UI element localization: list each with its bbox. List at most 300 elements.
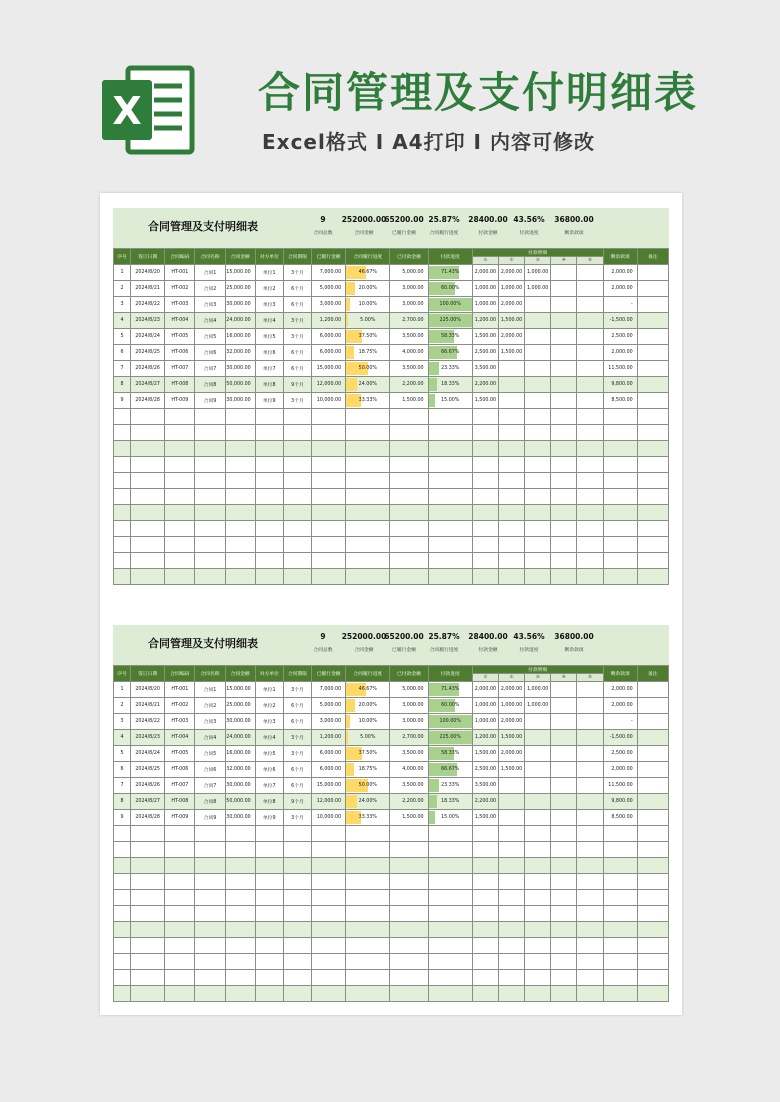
sign-date[interactable]: 2024/8/21 [131, 281, 165, 297]
note[interactable] [637, 345, 668, 361]
payment-installment[interactable] [525, 938, 551, 954]
payment-installment[interactable] [577, 970, 603, 986]
sign-date[interactable] [131, 922, 165, 938]
contract-amount[interactable]: 30,000.00 [225, 810, 255, 826]
paid-amount[interactable]: 3,000.00 [390, 698, 428, 714]
note[interactable] [637, 377, 668, 393]
performance-progress[interactable] [346, 682, 390, 698]
payment-installment[interactable]: 1,000.00 [498, 281, 524, 297]
payment-installment[interactable] [577, 281, 603, 297]
contract-term[interactable] [283, 938, 311, 954]
paid-amount[interactable]: 2,200.00 [390, 377, 428, 393]
payment-installment[interactable] [498, 906, 524, 922]
contract-code[interactable]: HT-002 [165, 698, 195, 714]
payment-installment[interactable] [472, 890, 498, 906]
paid-amount[interactable] [390, 425, 428, 441]
performed-amount[interactable] [312, 922, 346, 938]
performed-amount[interactable] [312, 986, 346, 1002]
sign-date[interactable]: 2024/8/24 [131, 329, 165, 345]
counterparty[interactable]: 单位6 [255, 762, 283, 778]
payment-installment[interactable] [472, 906, 498, 922]
payment-installment-header[interactable]: ① [472, 257, 498, 265]
sign-date[interactable] [131, 457, 165, 473]
row-number[interactable]: 4 [114, 313, 131, 329]
contract-term[interactable] [283, 954, 311, 970]
contract-code[interactable] [165, 842, 195, 858]
payment-installment[interactable] [551, 778, 577, 794]
payment-installment[interactable] [551, 810, 577, 826]
payment-installment[interactable] [577, 521, 603, 537]
payment-installment[interactable] [551, 521, 577, 537]
counterparty[interactable] [255, 521, 283, 537]
contract-term[interactable]: 6个月 [283, 698, 311, 714]
remaining-amount[interactable] [603, 970, 637, 986]
counterparty[interactable] [255, 826, 283, 842]
counterparty[interactable] [255, 537, 283, 553]
payment-installment[interactable] [577, 313, 603, 329]
payment-installment[interactable] [551, 489, 577, 505]
column-header[interactable]: 付款进度 [428, 666, 472, 682]
payment-progress[interactable] [428, 794, 472, 810]
payment-progress[interactable] [428, 698, 472, 714]
payment-installment[interactable] [472, 409, 498, 425]
row-number[interactable] [114, 553, 131, 569]
payment-installment[interactable] [577, 938, 603, 954]
contract-code[interactable]: HT-002 [165, 281, 195, 297]
payment-installment[interactable]: 2,000.00 [472, 265, 498, 281]
remaining-amount[interactable] [603, 505, 637, 521]
payment-installment[interactable]: 2,500.00 [472, 345, 498, 361]
column-header[interactable]: 剩余款项 [603, 666, 637, 682]
performed-amount[interactable]: 15,000.00 [312, 778, 346, 794]
payment-installment[interactable] [577, 553, 603, 569]
remaining-amount[interactable] [603, 890, 637, 906]
payment-installment[interactable]: 1,000.00 [525, 265, 551, 281]
remaining-amount[interactable]: 8,500.00 [603, 393, 637, 409]
row-number[interactable] [114, 906, 131, 922]
note[interactable] [637, 329, 668, 345]
contract-name[interactable] [195, 938, 225, 954]
remaining-amount[interactable]: 2,000.00 [603, 682, 637, 698]
payment-progress[interactable] [428, 954, 472, 970]
payment-installment-header[interactable]: ② [498, 674, 524, 682]
performed-amount[interactable] [312, 874, 346, 890]
row-number[interactable] [114, 874, 131, 890]
payment-installment[interactable] [551, 265, 577, 281]
contract-name[interactable] [195, 521, 225, 537]
performance-progress[interactable] [346, 361, 390, 377]
contract-term[interactable]: 6个月 [283, 345, 311, 361]
sign-date[interactable]: 2024/8/23 [131, 730, 165, 746]
column-header[interactable]: 付款进度 [428, 249, 472, 265]
counterparty[interactable]: 单位9 [255, 393, 283, 409]
remaining-amount[interactable] [603, 874, 637, 890]
note[interactable] [637, 698, 668, 714]
sign-date[interactable]: 2024/8/28 [131, 810, 165, 826]
contract-term[interactable] [283, 922, 311, 938]
sign-date[interactable]: 2024/8/20 [131, 682, 165, 698]
contract-name[interactable] [195, 441, 225, 457]
payment-installment[interactable] [551, 714, 577, 730]
contract-amount[interactable] [225, 890, 255, 906]
payment-installment[interactable] [498, 409, 524, 425]
performed-amount[interactable] [312, 409, 346, 425]
note[interactable] [637, 970, 668, 986]
note[interactable] [637, 281, 668, 297]
payment-installment[interactable] [525, 906, 551, 922]
contract-amount[interactable] [225, 409, 255, 425]
payment-installment[interactable]: 2,000.00 [498, 297, 524, 313]
contract-name[interactable]: 合同9 [195, 393, 225, 409]
paid-amount[interactable]: 3,000.00 [390, 297, 428, 313]
contract-amount[interactable]: 32,000.00 [225, 762, 255, 778]
paid-amount[interactable] [390, 954, 428, 970]
column-header[interactable]: 合同编码 [165, 249, 195, 265]
contract-amount[interactable]: 30,000.00 [225, 297, 255, 313]
performance-progress[interactable] [346, 890, 390, 906]
counterparty[interactable] [255, 970, 283, 986]
contract-amount[interactable]: 30,000.00 [225, 778, 255, 794]
payment-installment[interactable]: 1,000.00 [472, 714, 498, 730]
payment-installment[interactable] [551, 569, 577, 585]
note[interactable] [637, 874, 668, 890]
contract-amount[interactable] [225, 858, 255, 874]
note[interactable] [637, 730, 668, 746]
remaining-amount[interactable]: 2,000.00 [603, 698, 637, 714]
payment-progress[interactable] [428, 986, 472, 1002]
payment-installment[interactable] [498, 505, 524, 521]
note[interactable] [637, 361, 668, 377]
counterparty[interactable] [255, 922, 283, 938]
performed-amount[interactable] [312, 858, 346, 874]
payment-installment[interactable] [577, 457, 603, 473]
counterparty[interactable] [255, 842, 283, 858]
contract-name[interactable] [195, 505, 225, 521]
contract-code[interactable] [165, 569, 195, 585]
contract-name[interactable] [195, 874, 225, 890]
performance-progress[interactable] [346, 345, 390, 361]
performance-progress[interactable] [346, 409, 390, 425]
payment-installment[interactable] [472, 922, 498, 938]
payment-progress[interactable] [428, 281, 472, 297]
contract-term[interactable] [283, 569, 311, 585]
payment-installment[interactable] [577, 489, 603, 505]
payment-installment[interactable] [525, 922, 551, 938]
contract-code[interactable] [165, 489, 195, 505]
contract-code[interactable]: HT-004 [165, 313, 195, 329]
performance-progress[interactable] [346, 441, 390, 457]
performance-progress[interactable] [346, 810, 390, 826]
paid-amount[interactable]: 3,000.00 [390, 714, 428, 730]
payment-progress[interactable] [428, 762, 472, 778]
payment-progress[interactable] [428, 457, 472, 473]
note[interactable] [637, 457, 668, 473]
payment-installment[interactable] [472, 521, 498, 537]
payment-progress[interactable] [428, 537, 472, 553]
performance-progress[interactable] [346, 553, 390, 569]
counterparty[interactable] [255, 473, 283, 489]
payment-installment[interactable] [551, 553, 577, 569]
remaining-amount[interactable]: 9,800.00 [603, 377, 637, 393]
payment-installment[interactable] [577, 986, 603, 1002]
sign-date[interactable]: 2024/8/27 [131, 377, 165, 393]
payment-installment[interactable] [577, 329, 603, 345]
contract-term[interactable]: 9个月 [283, 794, 311, 810]
payment-installment[interactable] [525, 361, 551, 377]
row-number[interactable] [114, 890, 131, 906]
payment-installment[interactable]: 2,200.00 [472, 377, 498, 393]
payment-installment[interactable]: 2,000.00 [498, 329, 524, 345]
contract-term[interactable] [283, 457, 311, 473]
payment-installment[interactable] [525, 377, 551, 393]
sign-date[interactable] [131, 858, 165, 874]
performed-amount[interactable]: 6,000.00 [312, 746, 346, 762]
counterparty[interactable]: 单位4 [255, 730, 283, 746]
payment-progress[interactable] [428, 746, 472, 762]
payment-progress[interactable] [428, 714, 472, 730]
sign-date[interactable] [131, 521, 165, 537]
contract-name[interactable]: 合同9 [195, 810, 225, 826]
note[interactable] [637, 265, 668, 281]
payment-installment[interactable]: 1,500.00 [498, 730, 524, 746]
column-header[interactable]: 对方单位 [255, 249, 283, 265]
performed-amount[interactable]: 6,000.00 [312, 345, 346, 361]
sign-date[interactable] [131, 553, 165, 569]
payment-installment[interactable] [525, 345, 551, 361]
payment-progress[interactable] [428, 553, 472, 569]
payment-installment-header[interactable]: ⑤ [577, 257, 603, 265]
contract-name[interactable] [195, 826, 225, 842]
counterparty[interactable]: 单位3 [255, 297, 283, 313]
payment-installment[interactable]: 2,200.00 [472, 794, 498, 810]
contract-code[interactable] [165, 890, 195, 906]
column-header[interactable]: 已履行金额 [312, 666, 346, 682]
payment-installment[interactable]: 1,500.00 [498, 762, 524, 778]
paid-amount[interactable]: 5,000.00 [390, 682, 428, 698]
payment-installment[interactable] [577, 698, 603, 714]
contract-code[interactable] [165, 874, 195, 890]
payment-installment[interactable]: 1,000.00 [525, 682, 551, 698]
contract-amount[interactable] [225, 826, 255, 842]
contract-code[interactable] [165, 858, 195, 874]
contract-name[interactable] [195, 489, 225, 505]
payment-installment[interactable] [551, 297, 577, 313]
remaining-amount[interactable] [603, 425, 637, 441]
contract-code[interactable] [165, 521, 195, 537]
counterparty[interactable] [255, 505, 283, 521]
contract-code[interactable]: HT-008 [165, 377, 195, 393]
contract-term[interactable] [283, 970, 311, 986]
contract-amount[interactable] [225, 986, 255, 1002]
counterparty[interactable] [255, 553, 283, 569]
counterparty[interactable]: 单位9 [255, 810, 283, 826]
payment-progress[interactable] [428, 297, 472, 313]
performed-amount[interactable]: 6,000.00 [312, 329, 346, 345]
performance-progress[interactable] [346, 537, 390, 553]
sign-date[interactable]: 2024/8/25 [131, 345, 165, 361]
column-header[interactable]: 序号 [114, 249, 131, 265]
counterparty[interactable]: 单位2 [255, 281, 283, 297]
column-header[interactable]: 合同履行进度 [346, 666, 390, 682]
payment-installment[interactable]: 2,000.00 [498, 265, 524, 281]
sign-date[interactable] [131, 970, 165, 986]
performed-amount[interactable] [312, 537, 346, 553]
remaining-amount[interactable]: 2,000.00 [603, 265, 637, 281]
performance-progress[interactable] [346, 457, 390, 473]
column-header[interactable]: 合同名称 [195, 249, 225, 265]
column-header[interactable]: 付款明细 [472, 249, 603, 257]
contract-name[interactable] [195, 858, 225, 874]
column-header[interactable]: 合同金额 [225, 249, 255, 265]
performance-progress[interactable] [346, 297, 390, 313]
payment-installment[interactable] [577, 441, 603, 457]
remaining-amount[interactable]: 11,500.00 [603, 778, 637, 794]
payment-installment[interactable]: 1,500.00 [472, 329, 498, 345]
row-number[interactable] [114, 858, 131, 874]
performed-amount[interactable] [312, 938, 346, 954]
payment-installment[interactable] [525, 730, 551, 746]
paid-amount[interactable]: 4,000.00 [390, 762, 428, 778]
remaining-amount[interactable]: -1,500.00 [603, 730, 637, 746]
contract-name[interactable]: 合同8 [195, 377, 225, 393]
contract-amount[interactable]: 16,000.00 [225, 746, 255, 762]
payment-progress[interactable] [428, 489, 472, 505]
paid-amount[interactable]: 3,500.00 [390, 746, 428, 762]
contract-name[interactable]: 合同4 [195, 313, 225, 329]
column-header[interactable]: 合同期限 [283, 666, 311, 682]
payment-installment[interactable] [498, 986, 524, 1002]
remaining-amount[interactable]: 11,500.00 [603, 361, 637, 377]
payment-installment[interactable] [525, 409, 551, 425]
contract-term[interactable] [283, 505, 311, 521]
payment-installment[interactable] [525, 890, 551, 906]
payment-installment[interactable] [498, 489, 524, 505]
performed-amount[interactable]: 1,200.00 [312, 313, 346, 329]
contract-term[interactable] [283, 473, 311, 489]
counterparty[interactable] [255, 425, 283, 441]
sign-date[interactable] [131, 954, 165, 970]
paid-amount[interactable]: 2,700.00 [390, 313, 428, 329]
contract-name[interactable]: 合同6 [195, 762, 225, 778]
payment-installment[interactable] [498, 954, 524, 970]
payment-installment[interactable] [577, 377, 603, 393]
contract-term[interactable] [283, 906, 311, 922]
payment-progress[interactable] [428, 826, 472, 842]
performed-amount[interactable]: 3,000.00 [312, 714, 346, 730]
performance-progress[interactable] [346, 778, 390, 794]
remaining-amount[interactable]: 2,500.00 [603, 746, 637, 762]
row-number[interactable]: 4 [114, 730, 131, 746]
payment-progress[interactable] [428, 569, 472, 585]
payment-installment[interactable] [498, 890, 524, 906]
paid-amount[interactable]: 1,500.00 [390, 810, 428, 826]
payment-installment[interactable] [498, 858, 524, 874]
paid-amount[interactable] [390, 569, 428, 585]
paid-amount[interactable] [390, 906, 428, 922]
performed-amount[interactable] [312, 553, 346, 569]
column-header[interactable]: 已付款金额 [390, 249, 428, 265]
contract-amount[interactable] [225, 505, 255, 521]
payment-installment[interactable] [525, 329, 551, 345]
contract-name[interactable]: 合同8 [195, 794, 225, 810]
payment-installment-header[interactable]: ② [498, 257, 524, 265]
payment-installment[interactable] [472, 505, 498, 521]
payment-installment[interactable] [577, 297, 603, 313]
paid-amount[interactable] [390, 858, 428, 874]
contract-term[interactable]: 3个月 [283, 393, 311, 409]
payment-progress[interactable] [428, 682, 472, 698]
payment-installment[interactable] [577, 730, 603, 746]
payment-progress[interactable] [428, 730, 472, 746]
remaining-amount[interactable] [603, 521, 637, 537]
payment-installment[interactable] [498, 569, 524, 585]
payment-installment-header[interactable]: ① [472, 674, 498, 682]
performance-progress[interactable] [346, 954, 390, 970]
payment-installment[interactable] [525, 986, 551, 1002]
row-number[interactable] [114, 521, 131, 537]
performance-progress[interactable] [346, 329, 390, 345]
payment-installment[interactable] [525, 954, 551, 970]
payment-installment[interactable] [472, 954, 498, 970]
performance-progress[interactable] [346, 730, 390, 746]
payment-installment[interactable]: 2,500.00 [472, 762, 498, 778]
payment-installment[interactable] [525, 521, 551, 537]
payment-installment[interactable] [577, 890, 603, 906]
payment-installment-header[interactable]: ④ [551, 257, 577, 265]
counterparty[interactable]: 单位8 [255, 794, 283, 810]
performed-amount[interactable] [312, 569, 346, 585]
contract-name[interactable]: 合同6 [195, 345, 225, 361]
contract-term[interactable]: 6个月 [283, 281, 311, 297]
column-header[interactable]: 合同履行进度 [346, 249, 390, 265]
contract-code[interactable] [165, 457, 195, 473]
contract-name[interactable]: 合同5 [195, 746, 225, 762]
contract-code[interactable] [165, 826, 195, 842]
contract-term[interactable]: 3个月 [283, 682, 311, 698]
note[interactable] [637, 313, 668, 329]
contract-name[interactable] [195, 922, 225, 938]
counterparty[interactable] [255, 569, 283, 585]
paid-amount[interactable]: 2,700.00 [390, 730, 428, 746]
performed-amount[interactable]: 10,000.00 [312, 810, 346, 826]
contract-name[interactable] [195, 906, 225, 922]
sign-date[interactable]: 2024/8/20 [131, 265, 165, 281]
performance-progress[interactable] [346, 313, 390, 329]
contract-code[interactable] [165, 986, 195, 1002]
performed-amount[interactable]: 12,000.00 [312, 377, 346, 393]
payment-installment[interactable] [577, 954, 603, 970]
remaining-amount[interactable]: 2,000.00 [603, 281, 637, 297]
performed-amount[interactable]: 5,000.00 [312, 698, 346, 714]
contract-term[interactable]: 3个月 [283, 810, 311, 826]
remaining-amount[interactable] [603, 409, 637, 425]
payment-installment[interactable] [577, 826, 603, 842]
payment-progress[interactable] [428, 313, 472, 329]
contract-name[interactable] [195, 537, 225, 553]
contract-code[interactable]: HT-007 [165, 361, 195, 377]
row-number[interactable]: 7 [114, 778, 131, 794]
payment-installment[interactable] [525, 473, 551, 489]
contract-term[interactable] [283, 826, 311, 842]
contract-term[interactable]: 6个月 [283, 778, 311, 794]
contract-code[interactable]: HT-003 [165, 714, 195, 730]
contract-amount[interactable] [225, 569, 255, 585]
payment-installment[interactable] [525, 826, 551, 842]
payment-installment[interactable] [472, 441, 498, 457]
remaining-amount[interactable] [603, 553, 637, 569]
contract-code[interactable] [165, 425, 195, 441]
note[interactable] [637, 986, 668, 1002]
